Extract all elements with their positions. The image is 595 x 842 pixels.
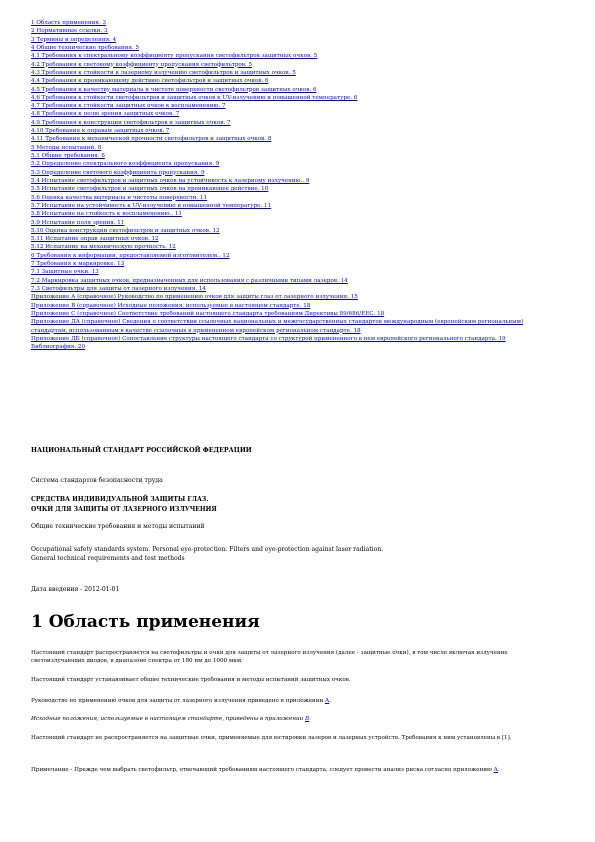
toc-item [31,318,551,335]
toc-link[interactable]: 5.2 Определение спектрального коэффициента пропускания. 9 [31,161,220,168]
toc-item [31,160,551,168]
toc-link[interactable]: 7.3 Светофильтры для защиты от лазерного излучения. 14 [31,286,206,292]
toc-item [31,293,551,301]
toc-link[interactable]: 5.5 Испытание светофильтров и защитных очков на проникающее действие. 10 [31,186,269,193]
toc-link[interactable]: 4.11 Требования к механической прочности светофильтров и защитных очков. 8 [31,136,272,143]
appendix-a-note-link[interactable]: А [493,767,498,773]
paragraph-note [31,766,554,774]
toc-link[interactable]: 4.3 Требования к стойкости к лазерному излучению светофильтров и защитных очков. 5 [31,69,296,76]
toc-item [31,110,551,118]
toc-item [31,219,551,227]
toc-link[interactable]: 5.8 Испытание на стойкость к воспламенению.. 11 [31,211,182,218]
paragraph-basics-text: Исходные положения, используемые в настоящем стандарте, приведены в приложении [31,716,306,722]
toc-item [31,335,551,343]
toc-item [31,169,551,177]
toc-item [31,94,551,102]
toc-link[interactable]: Приложение С (справочное) Соответствие требований настоящего стандарта требованиям Директивы 89/686/ЕЕС. 18 [31,310,385,317]
toc-item [31,235,551,243]
toc-item [31,260,551,268]
appendix-b-link[interactable]: В [305,716,310,722]
toc-link[interactable]: 5 Методы испытаний. 8 [31,144,102,151]
toc-item [31,86,551,94]
toc-link[interactable]: 4 Общие технические требования. 5 [31,44,140,51]
paragraph-exclusion: Настоящий стандарт не распространяется на защитные очки, применяемые для юстировки лазеров и лазерных устройств. Требования к ним установлены в [1]. [31,735,512,741]
toc-item [31,36,551,44]
toc-link[interactable]: 4.9 Требования к конструкции светофильтров и защитных очков. 7 [31,119,231,126]
paragraph-requirements: Настоящий стандарт устанавливает общие технические требования и методы испытаний защитных очков. [31,677,351,683]
toc-link[interactable]: 4.5 Требования к качеству материала и чистоте поверхности светофильтров защитных очков. 6 [31,86,317,93]
toc-link[interactable]: Приложение В (справочное) Исходные положения, используемые в настоящем стандарте. 18 [31,302,311,309]
toc-item [31,52,551,60]
paragraph-guide [31,697,554,705]
toc-item [31,177,551,185]
toc-item [31,343,551,351]
toc-item [31,102,551,110]
toc-item [31,61,551,69]
toc-link[interactable]: 7.1 Защитные очки. 13 [31,269,99,276]
toc-item [31,69,551,77]
toc-item [31,119,551,127]
toc-item [31,77,551,85]
toc-link[interactable]: 3 Термины и определения. 4 [31,36,117,43]
toc-item [31,285,551,293]
toc-item [31,19,551,27]
toc-link[interactable]: 7 Требования к маркировке. 13 [31,261,125,268]
toc-link[interactable]: 5.10 Оценка конструкции светофильтров и защитных очков. 12 [31,227,220,234]
paragraph-basics-end: . [309,716,311,722]
paragraph-guide-end: . [329,698,332,704]
paragraph-note-end: . [497,767,500,773]
toc-link[interactable]: 5.9 Испытание поля зрения. 11 [31,219,125,226]
toc-item [31,202,551,210]
main-title-line-2: ОЧКИ ДЛЯ ЗАЩИТЫ ОТ ЛАЗЕРНОГО ИЗЛУЧЕНИЯ [31,505,217,513]
toc-item [31,27,551,35]
toc-link[interactable]: 5.6 Оценка качества материала и чистоты поверхности. 11 [31,194,208,201]
main-title-line-1: СРЕДСТВА ИНДИВИДУАЛЬНОЙ ЗАЩИТЫ ГЛАЗ. [31,496,209,503]
toc-link[interactable]: Библиография. 20 [31,344,86,351]
toc-link[interactable]: 5.4 Испытание светофильтров и защитных очков на устойчивость к лазерному излучению.. 9 [31,177,310,184]
paragraph-scope: Настоящий стандарт распространяется на светофильтры и очки для защиты от лазерного излучения (далее - защитные очки), в том числе включая излучение светоизлучающих диодов, в диапазоне спектра от 180 нм до 1000 мкм. [31,650,508,665]
appendix-a-link[interactable]: А [325,698,330,704]
toc-link[interactable]: 5.1 Общие требования. 8 [31,153,105,159]
toc-item [31,268,551,276]
toc-item [31,44,551,52]
toc-link[interactable]: 1 Область применения. 3 [31,20,107,26]
toc-link[interactable]: 4.8 Требования к полю зрения защитных очков. 7 [31,111,180,118]
toc-item [31,252,551,260]
english-title [31,545,551,563]
toc-link[interactable]: 4.4 Требования к проникающему действию светофильтров и защитных очков. 6 [31,78,269,85]
toc-item [31,144,551,152]
toc-item [31,194,551,202]
toc-item [31,185,551,193]
toc-link[interactable]: 6 Требования к информации, предоставляемой изготовителем.. 12 [31,252,230,259]
toc-item [31,210,551,218]
toc-link[interactable]: 7.2 Маркировка защитных очков, предназначенных для использования с различными типами лазеров. 14 [31,277,348,284]
english-title-line-1: Occupational safety standards system. Personal eye-protection. Filters and eye-protection against laser radiation. [31,546,384,553]
standard-title: НАЦИОНАЛЬНЫЙ СТАНДАРТ РОССИЙСКОЙ ФЕДЕРАЦИИ [31,447,252,454]
toc-link[interactable]: 4.6 Требования к стойкости светофильтров и защитных очков к UV-излучению и повышенной температуре. 6 [31,94,358,101]
paragraph-note-text: Примечание - Прежде чем выбрать светофильтр, отвечающий требованиям настоящего стандарта, следует провести анализ риска согласно приложению [31,767,494,773]
subtitle: Общие технические требования и методы испытаний [31,523,205,530]
toc-link[interactable]: 5.3 Определение светового коэффициента пропускания. 9 [31,169,205,176]
toc-link[interactable]: Приложение А (справочное) Руководство по применению очков для защиты глаз от лазерного излучения. 15 [31,294,358,301]
toc-item [31,227,551,235]
toc-item [31,127,551,135]
toc-link[interactable]: 5.11 Испытание оправ защитных очков. 12 [31,236,159,243]
section-heading: 1 Область применения [31,612,260,632]
toc-item [31,302,551,310]
toc-item [31,243,551,251]
paragraph-basics [31,715,554,723]
english-title-line-2: General technical requirements and test methods [31,555,185,562]
main-title [31,495,217,514]
toc-item [31,135,551,143]
toc-item [31,277,551,285]
toc-link[interactable]: Приложение ДБ (справочное) Сопоставление структуры настоящего стандарта со структурой примененного в нем европейского регионального стандарта. 19 [31,335,506,342]
toc-item [31,310,551,318]
toc-item [31,152,551,160]
toc-link[interactable]: 5.7 Испытание на устойчивость к UV-излучению и повышенной температуре. 11 [31,202,272,209]
toc-link[interactable]: 4.10 Требования к оправам защитных очков. 7 [31,128,170,135]
paragraph-guide-text: Руководство по применению очков для защиты от лазерного излучения приведено в приложении [31,698,325,704]
toc-link[interactable]: 5.12 Испытание на механическую прочность. 12 [31,244,176,251]
toc-link[interactable]: 4.1 Требования к спектральному коэффициенту пропускания светофильтров защитных очков. 5 [31,53,318,60]
toc-link[interactable]: 4.2 Требования к световому коэффициенту пропускания светофильтров. 5 [31,61,253,68]
toc-link[interactable]: 2 Нормативные ссылки. 3 [31,28,108,35]
introduction-date: Дата введения - 2012-01-01 [31,586,120,593]
toc-link[interactable]: Приложение ДА (справочное) Сведения о соответствии ссылочных национальных и межгосударственных стандартов международным (европейским региональным) стандартам, использованным в качестве ссылочных в примененном европейском региональном стандарте. 18 [31,319,524,334]
table-of-contents [31,19,551,352]
toc-link[interactable]: 4.7 Требования к стойкости защитных очков к воспламенению. 7 [31,103,226,110]
standard-system: Система стандартов безопасности труда [31,477,163,484]
